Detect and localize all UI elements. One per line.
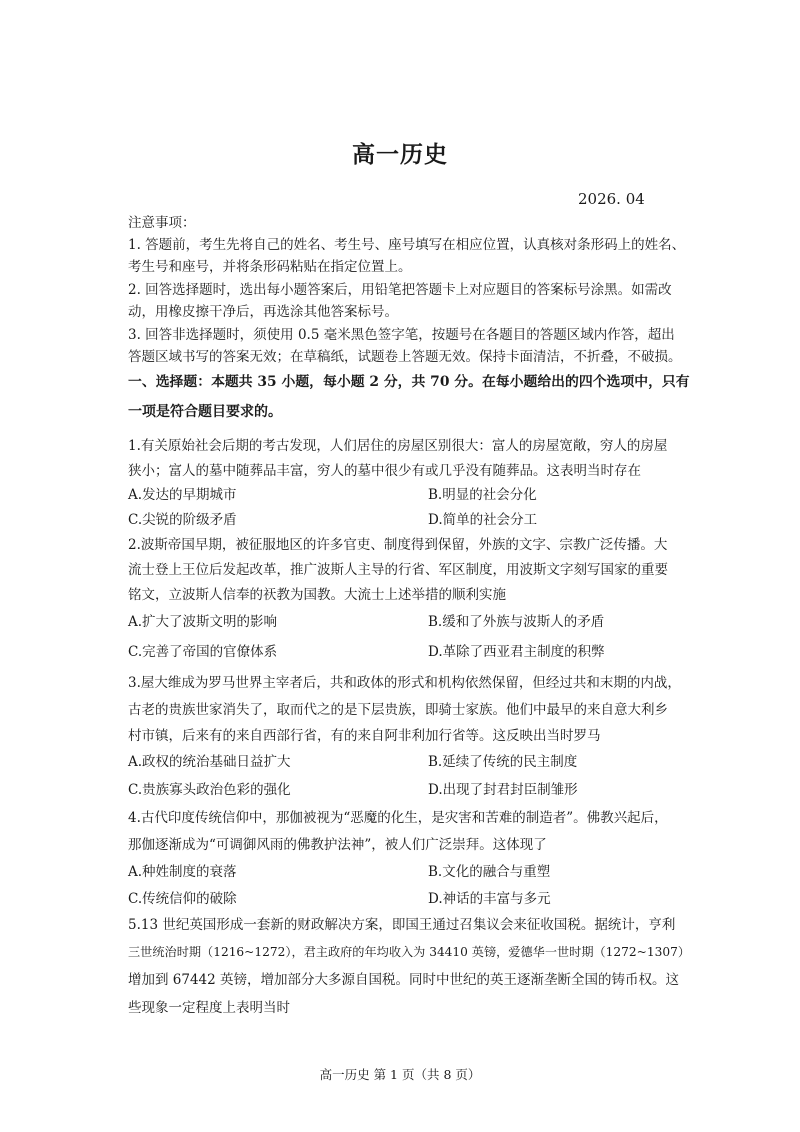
option-d: D.简单的社会分工: [428, 512, 538, 528]
exam-title: 高一历史: [352, 141, 448, 168]
option-c: C.贵族寡头政治色彩的强化: [128, 782, 291, 798]
question-stem: 狭小；富人的墓中随葬品丰富，穷人的墓中很少有或几乎没有随葬品。这表明当时存在: [128, 463, 641, 479]
notice-line: 1. 答题前，考生先将自己的姓名、考生号、座号填写在相应位置，认真核对条形码上的姓名、: [128, 237, 686, 253]
option-b: B.文化的融合与重塑: [428, 864, 551, 880]
notice-line: 答题区域书写的答案无效；在草稿纸，试题卷上答题无效。保持卡面清洁，不折叠，不破损。: [128, 349, 682, 365]
option-b: B.明显的社会分化: [428, 487, 537, 503]
option-b: B.缓和了外族与波斯人的矛盾: [428, 614, 605, 630]
notice-heading: 注意事项：: [128, 215, 196, 231]
notice-line: 考生号和座号，并将条形码粘贴在指定位置上。: [128, 259, 412, 275]
option-a: A.种姓制度的衰落: [128, 864, 237, 880]
exam-date: 2026. 04: [578, 190, 645, 208]
question-stem: 些现象一定程度上表明当时: [128, 1000, 290, 1016]
question-stem: 4.古代印度传统信仰中，那伽被视为“恶魔的化生，是灾害和苦难的制造者”。佛教兴起后，: [128, 810, 668, 826]
question-stem: 增加到 67442 英镑，增加部分大多源自国税。同时中世纪的英王逐渐垄断全国的铸币权。这: [128, 972, 680, 988]
question-stem: 3.屋大维成为罗马世界主宰者后，共和政体的形式和机构依然保留，但经过共和末期的内战，: [128, 675, 681, 691]
question-stem: 村市镇，后来有的来自西部行省，有的来自阿非利加行省等。这反映出当时罗马: [128, 728, 601, 744]
page-footer: 高一历史 第 1 页（共 8 页）: [319, 1067, 481, 1082]
question-stem: 流士登上王位后发起改革，推广波斯人主导的行省、军区制度，用波斯文字刻写国家的重要: [128, 562, 668, 578]
notice-line: 2. 回答选择题时，选出每小题答案后，用铅笔把答题卡上对应题目的答案标号涂黑。如需改: [128, 282, 672, 298]
notice-line: 动，用橡皮擦干净后，再选涂其他答案标号。: [128, 304, 398, 320]
question-stem: 三世统治时期（1216~1272），君主政府的年均收入为 34410 英镑，爱德华一世时期（1272~1307）: [128, 945, 691, 959]
question-stem: 那伽逐渐成为“可调御风雨的佛教护法神”，被人们广泛崇拜。这体现了: [128, 837, 547, 853]
notice-line: 3. 回答非选择题时，须使用 0.5 毫米黑色签字笔，按题号在各题目的答题区域内作答，超出: [128, 327, 675, 343]
option-c: C.尖锐的阶级矛盾: [128, 512, 237, 528]
question-stem: 5.13 世纪英国形成一套新的财政解决方案，即国王通过召集议会来征收国税。据统计，亨利: [128, 917, 676, 933]
question-stem: 古老的贵族世家消失了，取而代之的是下层贵族，即骑士家族。他们中最早的来自意大利乡: [128, 702, 668, 718]
option-d: D.出现了封君封臣制雏形: [428, 782, 578, 798]
section-heading-cont: 一项是符合题目要求的。: [128, 404, 282, 420]
option-c: C.完善了帝国的官僚体系: [128, 644, 278, 660]
question-stem: 2.波斯帝国早期，被征服地区的许多官吏、制度得到保留，外族的文字、宗教广泛传播。大: [128, 537, 668, 553]
option-a: A.发达的早期城市: [128, 487, 237, 503]
option-c: C.传统信仰的破除: [128, 891, 237, 907]
option-b: B.延续了传统的民主制度: [428, 754, 578, 770]
option-a: A.政权的统治基础日益扩大: [128, 754, 291, 770]
option-d: D.革除了西亚君主制度的积弊: [428, 644, 605, 660]
question-stem: 铭文，立波斯人信奉的祆教为国教。大流士上述举措的顺利实施: [128, 587, 506, 603]
section-heading: 一、选择题：本题共 35 小题，每小题 2 分，共 70 分。在每小题给出的四个选项中，只有: [128, 374, 690, 390]
option-a: A.扩大了波斯文明的影响: [128, 614, 278, 630]
option-d: D.神话的丰富与多元: [428, 891, 551, 907]
question-stem: 1.有关原始社会后期的考古发现，人们居住的房屋区别很大：富人的房屋宽敞，穷人的房屋: [128, 438, 668, 454]
